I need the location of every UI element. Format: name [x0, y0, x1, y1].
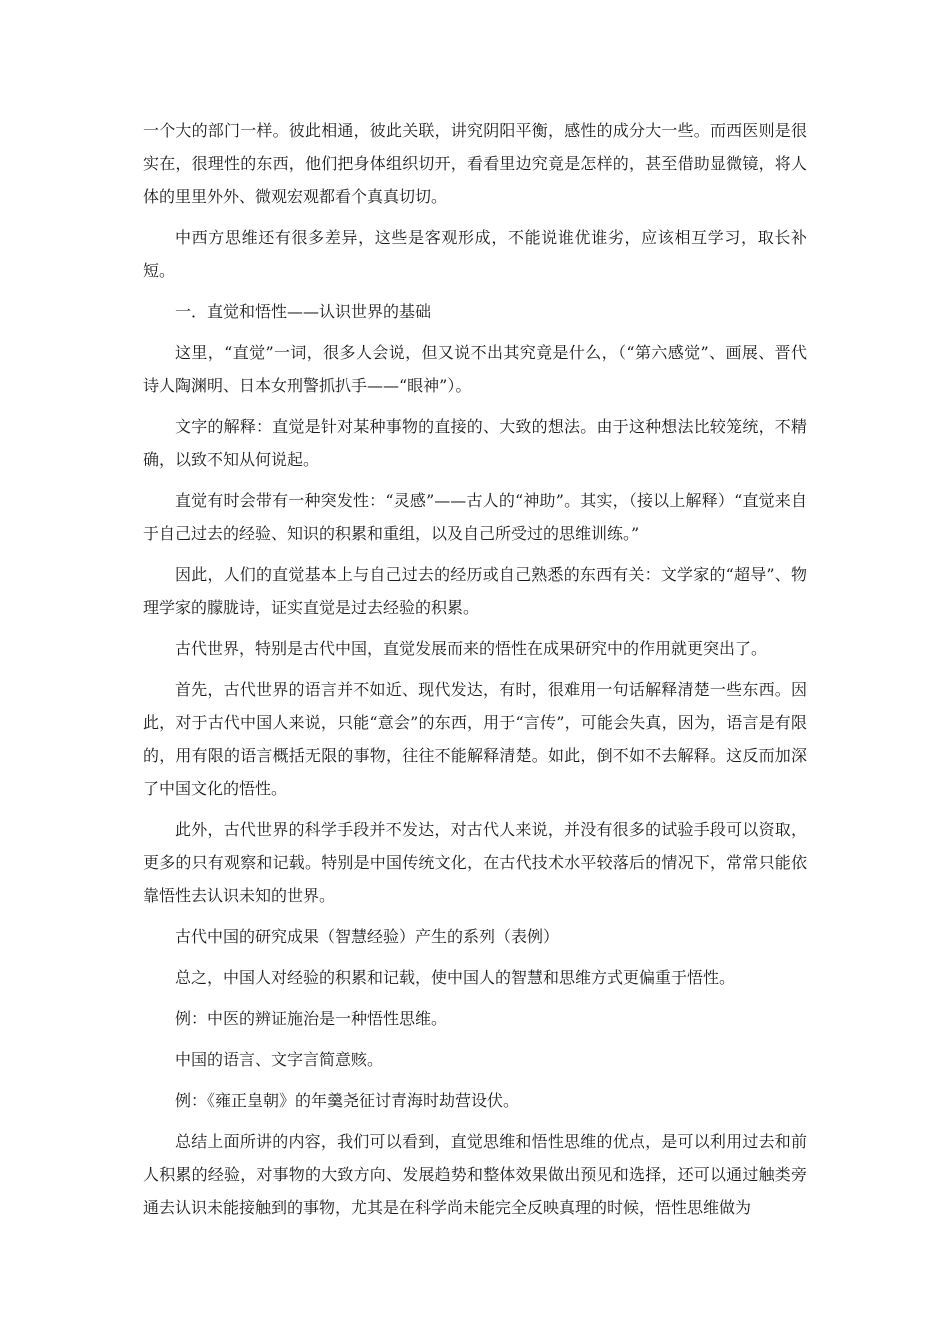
paragraph: 一个大的部门一样。彼此相通，彼此关联，讲究阴阳平衡，感性的成分大一些。而西医则是很实在，很理性的东西，他们把身体组织切开，看看里边究竟是怎样的，甚至借助显微镜，将人体的里里外外、微观宏观都看个真真切切。: [143, 121, 807, 206]
paragraph: 首先，古代世界的语言并不如近、现代发达，有时，很难用一句话解释清楚一些东西。因此，对于古代中国人来说，只能“意会”的东西，用于“言传”，可能会失真，因为，语言是有限的，用有限的语言概括无限的事物，往往不能解释清楚。如此，倒不如不去解释。这反而加深了中国文化的悟性。: [143, 680, 807, 798]
paragraph: 此外，古代世界的科学手段并不发达，对古代人来说，并没有很多的试验手段可以资取，更多的只有观察和记载。特别是中国传统文化，在古代技术水平较落后的情况下，常常只能依靠悟性去认识未知的世界。: [143, 820, 807, 905]
paragraph: 总之，中国人对经验的积累和记载，使中国人的智慧和思维方式更偏重于悟性。: [175, 968, 736, 987]
paragraph: 文字的解释：直觉是针对某种事物的直接的、大致的想法。由于这种想法比较笼统，不精确，以致不知从何说起。: [143, 417, 807, 469]
paragraph: 例：中医的辨证施治是一种悟性思维。: [175, 1009, 448, 1028]
paragraph: 总结上面所讲的内容，我们可以看到，直觉思维和悟性思维的优点，是可以利用过去和前人积累的经验，对事物的大致方向、发展趋势和整体效果做出预见和选择，还可以通过触类旁通去认识未能接触到的事物，尤其是在科学尚未能完全反映真理的时候，悟性思维做为: [143, 1132, 807, 1217]
paragraph: 直觉有时会带有一种突发性：“灵感”——古人的“神助”。其实，（接以上解释）“直觉来自于自己过去的经验、知识的积累和重组，以及自己所受过的思维训练。”: [143, 491, 807, 543]
paragraph: 中国的语言、文字言简意赅。: [175, 1050, 384, 1069]
section-heading: 一．直觉和悟性——认识世界的基础: [175, 302, 432, 321]
paragraph: 古代中国的研究成果（智慧经验）产生的系列（表例）: [175, 927, 560, 946]
paragraph: 例：《雍正皇朝》的年羹尧征讨青海时劫营设伏。: [175, 1091, 520, 1110]
paragraph: 古代世界，特别是古代中国，直觉发展而来的悟性在成果研究中的作用就更突出了。: [175, 639, 768, 658]
paragraph: 中西方思维还有很多差异，这些是客观形成，不能说谁优谁劣，应该相互学习，取长补短。: [143, 228, 807, 280]
paragraph: 因此，人们的直觉基本上与自己过去的经历或自己熟悉的东西有关：文学家的“超导”、物理学家的朦胧诗，证实直觉是过去经验的积累。: [143, 565, 807, 617]
paragraph: 这里，“直觉”一词，很多人会说，但又说不出其究竟是什么，（“第六感觉”、画展、晋代诗人陶渊明、日本女刑警抓扒手——“眼神”）。: [143, 343, 807, 395]
document-body: [143, 114, 807, 1232]
